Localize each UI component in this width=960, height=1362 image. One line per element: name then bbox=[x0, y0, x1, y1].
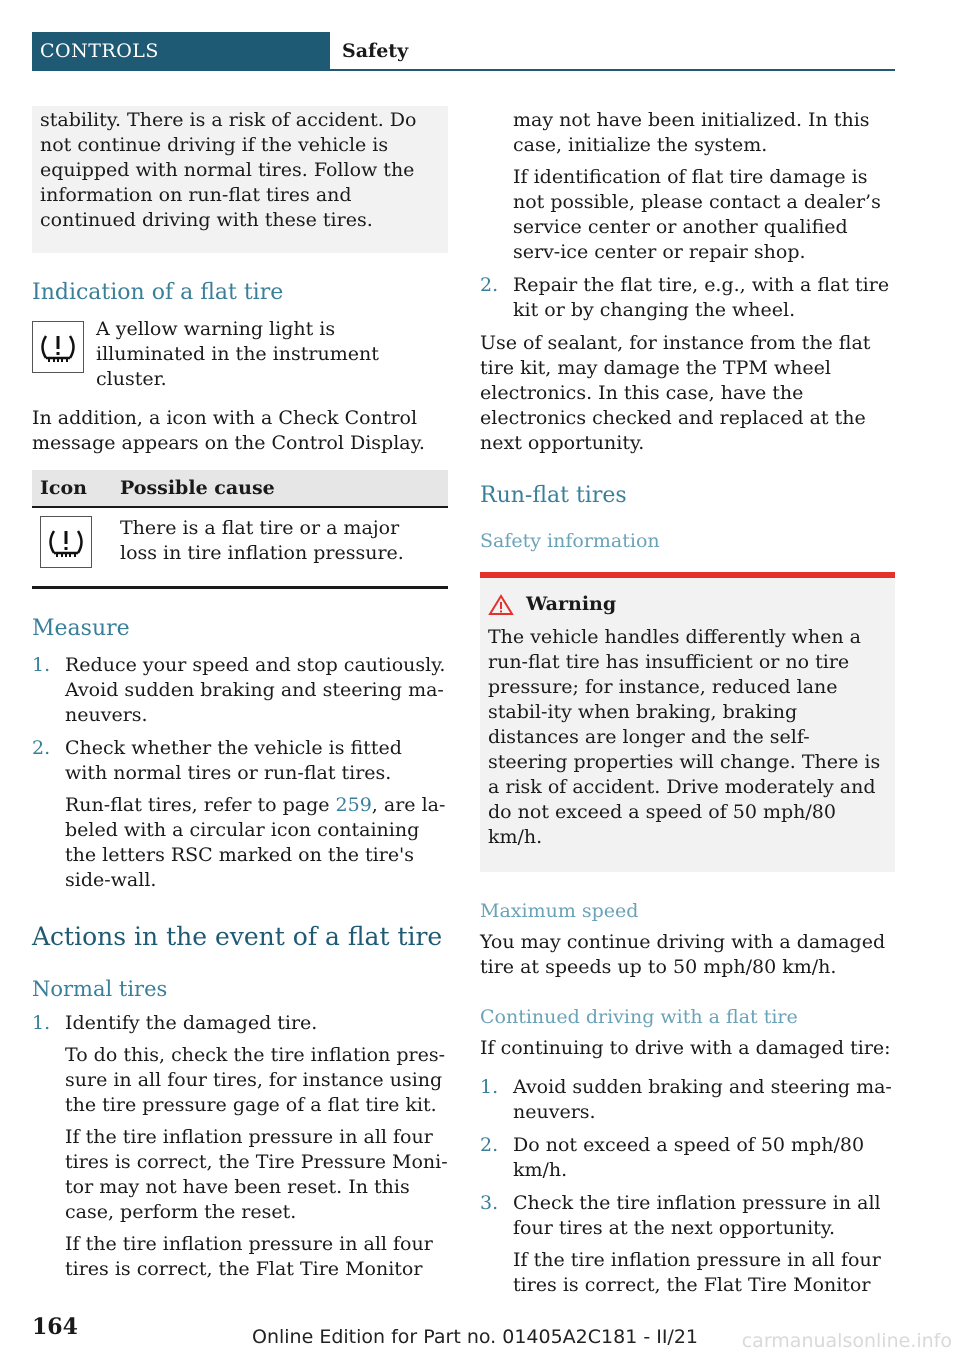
sealant-text: Use of sealant, for instance from the flat tire kit, may damage the TPM wheel electronics. In this case, have the electronics checked and replaced at the next opportunity. bbox=[480, 332, 871, 454]
list-text: Do not exceed a speed of 50 mph/80 km/h. bbox=[513, 1134, 865, 1181]
list-item bbox=[480, 1133, 895, 1183]
continued-intro: If continuing to drive with a damaged tire: bbox=[480, 1037, 891, 1059]
topic-label: Safety bbox=[330, 32, 895, 71]
list-text: If the tire inflation pressure in all four tires is correct, the Tire Pressure Moni-tor may not have been reset. In this case, perform the reset. bbox=[65, 1126, 448, 1223]
page-number: 164 bbox=[32, 1314, 78, 1340]
warning-title: Warning bbox=[488, 592, 887, 617]
addition-text: In addition, a icon with a Check Control message appears on the Control Display. bbox=[32, 407, 425, 454]
list-number: 2. bbox=[480, 1134, 499, 1156]
table-cell-cause: There is a flat tire or a major loss in tire inflation pressure. bbox=[112, 507, 448, 588]
tire-pressure-warning-icon bbox=[32, 321, 84, 373]
warning-box bbox=[480, 572, 895, 872]
normal-tires-heading: Normal tires bbox=[32, 977, 168, 1001]
list-item bbox=[480, 1075, 895, 1125]
list-item bbox=[32, 1011, 448, 1282]
safety-heading: Safety information bbox=[480, 530, 660, 552]
list-number: 1. bbox=[32, 1012, 51, 1034]
warning-text: The vehicle handles differently when a run-flat tire has insufficient or no tire pressure; for instance, reduced lane stabil-ity when braking, braking distances are longer and the self-steering properties will change. There is a risk of accident. Drive moderately and do not exceed a speed of 50 mph/80 km/h. bbox=[488, 626, 881, 848]
tire-pressure-warning-icon bbox=[40, 516, 92, 568]
table-cell-icon bbox=[32, 507, 112, 588]
normal-tires-list bbox=[32, 1011, 448, 1282]
section-label: CONTROLS bbox=[32, 32, 330, 71]
box-text: stability. There is a risk of accident. Do not continue driving if the vehicle is equipped with normal tires. Follow the information on run-flat tires and continued driving with these tires. bbox=[40, 109, 417, 231]
list-text: Check the tire inflation pressure in all four tires at the next opportunity. bbox=[513, 1192, 881, 1239]
edition-footer: Online Edition for Part no. 01405A2C181 - II/21 bbox=[252, 1326, 699, 1348]
actions-heading: Actions in the event of a flat tire bbox=[32, 922, 443, 951]
continued-text: If identification of flat tire damage is not possible, please contact a dealer’s service center or another qualified serv-ice center or repair shop. bbox=[513, 166, 881, 263]
continued-warning-box bbox=[32, 106, 448, 253]
indication-row bbox=[32, 317, 448, 392]
list-item bbox=[480, 1191, 895, 1298]
list-text: Reduce your speed and stop cautiously. Avoid sudden braking and steering ma-neuvers. bbox=[65, 654, 446, 726]
list-text: If the tire inflation pressure in all four tires is correct, the Flat Tire Monitor bbox=[65, 1233, 433, 1280]
indication-heading: Indication of a flat tire bbox=[32, 280, 284, 305]
measure-heading: Measure bbox=[32, 616, 130, 641]
continued-driving-heading: Continued driving with a flat tire bbox=[480, 1006, 798, 1028]
list-number: 1. bbox=[32, 654, 51, 676]
max-speed-text: You may continue driving with a damaged tire at speeds up to 50 mph/80 km/h. bbox=[480, 931, 886, 978]
icon-cause-table bbox=[32, 470, 448, 589]
warning-triangle-icon bbox=[488, 594, 514, 616]
watermark: carmanualsonline.info bbox=[741, 1330, 952, 1352]
continued-driving-list bbox=[480, 1075, 895, 1298]
table-header-icon: Icon bbox=[32, 470, 112, 507]
table-row bbox=[32, 507, 448, 588]
left-column bbox=[32, 108, 448, 1290]
list-text: Check whether the vehicle is fitted with normal tires or run-flat tires. bbox=[65, 737, 402, 784]
runflat-heading: Run-flat tires bbox=[480, 483, 627, 508]
max-speed-heading: Maximum speed bbox=[480, 900, 639, 922]
list-item bbox=[480, 273, 895, 323]
indication-text: A yellow warning light is illuminated in the instrument cluster. bbox=[96, 318, 379, 390]
table-header-cause: Possible cause bbox=[112, 470, 448, 507]
list-item bbox=[32, 653, 448, 728]
list-number: 2. bbox=[32, 737, 51, 759]
continued-text: may not have been initialized. In this case, initialize the system. bbox=[513, 109, 870, 156]
list-number: 3. bbox=[480, 1192, 499, 1214]
page-link[interactable]: 259 bbox=[335, 794, 372, 816]
list-item bbox=[32, 736, 448, 893]
right-column bbox=[480, 108, 895, 1306]
list-number: 1. bbox=[480, 1076, 499, 1098]
list-text: Identify the damaged tire. bbox=[65, 1012, 318, 1034]
list-text: Avoid sudden braking and steering ma-neuvers. bbox=[513, 1076, 892, 1123]
page-header bbox=[32, 32, 895, 71]
list-text: If the tire inflation pressure in all four tires is correct, the Flat Tire Monitor bbox=[513, 1249, 881, 1296]
runflat-reference: Run-flat tires, refer to page 259, are la-beled with a circular icon containing the letters RSC marked on the tire's side-wall. bbox=[65, 794, 446, 891]
continued-step bbox=[480, 108, 895, 265]
list-text: Repair the flat tire, e.g., with a flat tire kit or by changing the wheel. bbox=[513, 274, 890, 321]
normal-tires-list-continued bbox=[480, 273, 895, 323]
list-text: To do this, check the tire inflation pres-sure in all four tires, for instance using the tire pressure gage of a flat tire kit. bbox=[65, 1044, 446, 1116]
list-number: 2. bbox=[480, 274, 499, 296]
measure-list bbox=[32, 653, 448, 893]
